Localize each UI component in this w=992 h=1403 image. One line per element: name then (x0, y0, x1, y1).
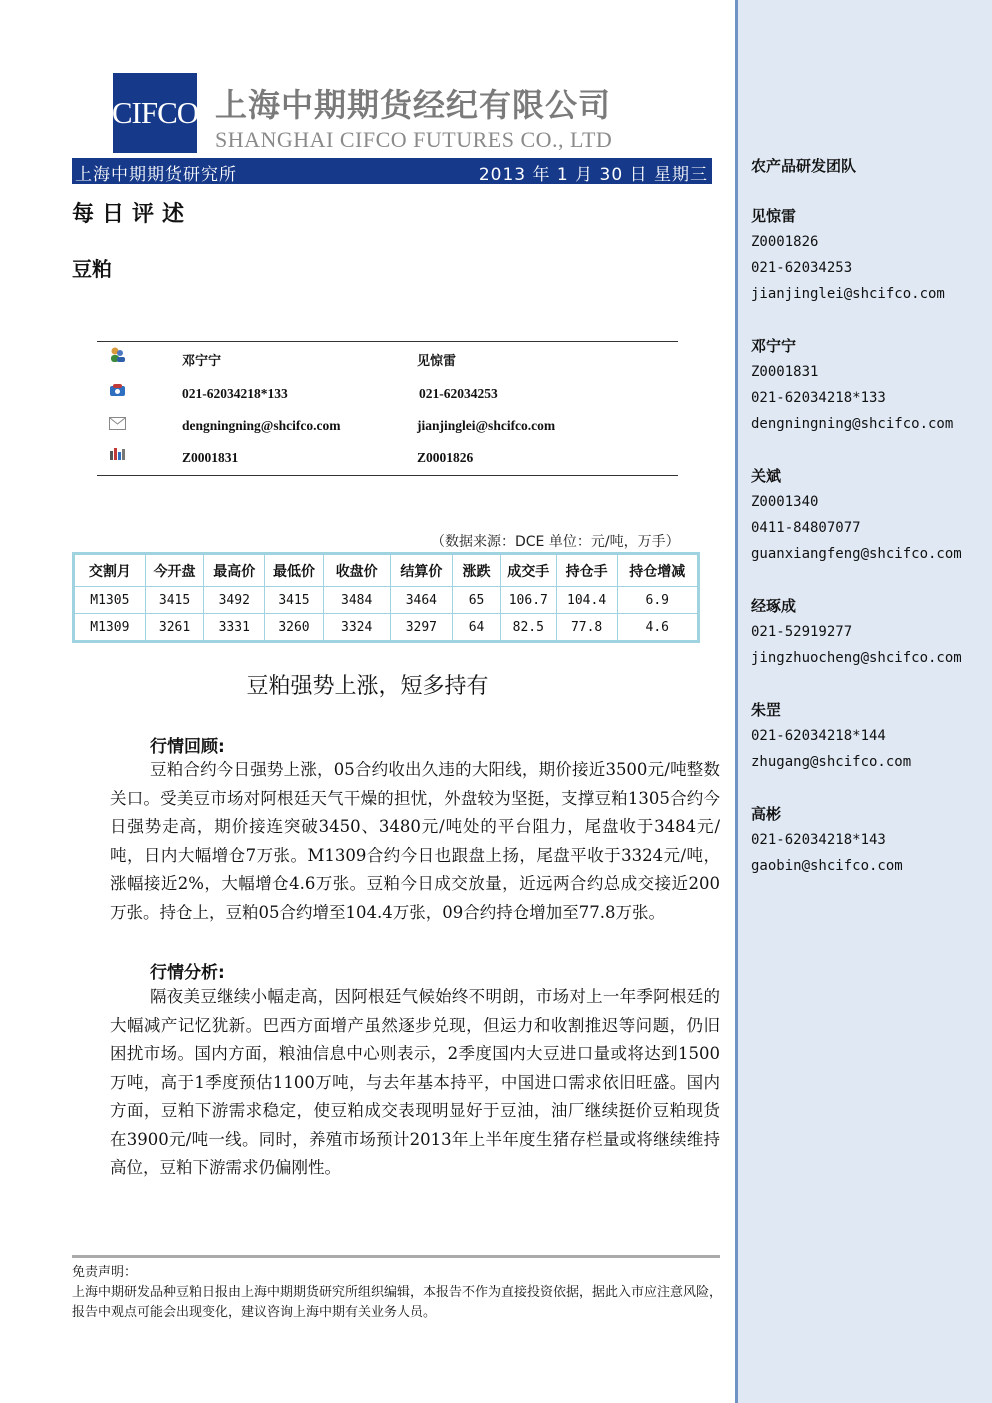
member-name: 高彬 (751, 805, 782, 823)
table-cell: 65 (453, 587, 501, 614)
col-header: 涨跌 (453, 554, 501, 587)
disclaimer (72, 1263, 722, 1323)
analyst2-name: 见惊雷 (417, 354, 457, 369)
member-phone: 021-62034218*144 (751, 728, 886, 744)
article-title: 豆粕强势上涨，短多持有 (246, 674, 489, 699)
report-date: 2013 年 1 月 30 日 星期三 (478, 165, 708, 185)
analysis-paragraph: 隔夜美豆继续小幅走高，因阿根廷气候始终不明朗，市场对上一年季阿根廷的大幅减产记忆犹新。巴西方面增产虽然逐步兑现，但运力和收割推迟等问题，仍旧困扰市场。国内方面，粮油信息中心则表示，2季度国内大豆进口量或将达到1500万吨，高于1季度预估1100万吨，与去年基本持平，中国进口需求依旧旺盛。国内方面，豆粕下游需求稳定，使豆粕成交表现明显好于豆油，油厂继续挺价豆粕现货在3900元/吨一线。同时，养殖市场预计2013年上半年度生猪存栏量或将继续维持高位，豆粕下游需求仍偏刚性。 (110, 987, 720, 1177)
analyst2-email[interactable]: jianjinglei@shcifco.com (417, 418, 556, 433)
data-source-note: （数据来源：DCE 单位：元/吨，万手） (431, 534, 680, 550)
table-cell: 3484 (323, 587, 390, 614)
table-cell: 3492 (204, 587, 265, 614)
table-cell: 6.9 (617, 587, 699, 614)
col-header: 今开盘 (145, 554, 204, 587)
table-cell: 3260 (265, 614, 324, 642)
institute-name: 上海中期期货研究所 (75, 165, 237, 185)
table-cell: 82.5 (500, 614, 556, 642)
mail-icon (109, 415, 126, 430)
team-member (751, 801, 903, 879)
table-cell: 3415 (265, 587, 324, 614)
col-header: 最低价 (265, 554, 324, 587)
company-name-cn: 上海中期期货经纪有限公司 (215, 86, 612, 124)
analyst2-phone: 021-62034253 (419, 386, 498, 401)
table-cell: 106.7 (500, 587, 556, 614)
member-license: Z0001831 (751, 364, 819, 380)
member-phone: 021-62034218*143 (751, 832, 886, 848)
header-bar (72, 158, 712, 184)
team-member (751, 697, 911, 775)
member-license: Z0001340 (751, 494, 819, 510)
col-header: 结算价 (390, 554, 453, 587)
company-name-en: SHANGHAI CIFCO FUTURES CO., LTD (215, 127, 613, 152)
review-paragraph: 豆粕合约今日强势上涨，05合约收出久违的大阳线，期价接近3500元/吨整数关口。受美豆市场对阿根廷天气干燥的担忧，外盘较为坚挺，支撑豆粕1305合约今日强势走高，期价接连突破3450、3480元/吨处的平台阻力，尾盘收于3484元/吨，日内大幅增仓7万张。M1309合约今日也跟盘上扬，尾盘平收于3324元/吨，涨幅接近2%，大幅增仓4.6万张。豆粕今日成交放量，近远两合约总成交接近200万张。持仓上，豆粕05合约增至104.4万张，09合约持仓增加至77.8万张。 (110, 760, 720, 922)
team-member (751, 463, 962, 567)
disclaimer-divider (72, 1255, 720, 1258)
table-cell: 77.8 (556, 614, 617, 642)
table-row (74, 614, 699, 642)
table-row (74, 587, 699, 614)
team-member (751, 593, 962, 671)
research-team-sidebar (735, 0, 992, 1403)
table-cell: 3331 (204, 614, 265, 642)
member-name: 关斌 (751, 467, 782, 485)
member-email[interactable]: zhugang@shcifco.com (751, 754, 912, 770)
table-cell: M1305 (74, 587, 146, 614)
member-phone: 0411-84807077 (751, 520, 861, 536)
table-header-row (74, 554, 699, 587)
member-email[interactable]: guanxiangfeng@shcifco.com (751, 546, 962, 562)
table-cell: 64 (453, 614, 501, 642)
member-name: 邓宁宁 (751, 337, 797, 355)
member-phone: 021-62034253 (751, 260, 853, 276)
team-title: 农产品研发团队 (751, 157, 857, 175)
disclaimer-title: 免责声明： (72, 1265, 138, 1280)
col-header: 成交手 (500, 554, 556, 587)
member-phone: 021-52919277 (751, 624, 853, 640)
table-cell: 4.6 (617, 614, 699, 642)
disclaimer-text: 上海中期研发品种豆粕日报由上海中期期货研究所组织编辑，本报告不作为直接投资依据，据此入市应注意风险，报告中观点可能会出现变化，建议咨询上海中期有关业务人员。 (72, 1285, 723, 1320)
analyst-contacts (97, 341, 678, 476)
col-header: 持仓增减 (617, 554, 699, 587)
member-license: Z0001826 (751, 234, 819, 250)
people-icon (109, 346, 126, 361)
section-heading-analysis: 行情分析: (150, 963, 225, 983)
analyst1-license: Z0001831 (182, 450, 239, 465)
col-header: 交割月 (74, 554, 146, 587)
company-logo-mark: CIFCO (113, 73, 197, 153)
analyst2-license: Z0001826 (417, 450, 474, 465)
analyst1-name: 邓宁宁 (182, 354, 222, 369)
phone-icon (109, 383, 126, 398)
member-email[interactable]: jianjinglei@shcifco.com (751, 286, 945, 302)
team-member (751, 333, 953, 437)
doc-type-title: 每日评述 (72, 202, 193, 227)
table-cell: 3297 (390, 614, 453, 642)
member-email[interactable]: jingzhuocheng@shcifco.com (751, 650, 962, 666)
col-header: 收盘价 (323, 554, 390, 587)
member-phone: 021-62034218*133 (751, 390, 886, 406)
member-name: 见惊雷 (751, 207, 797, 225)
analyst1-phone: 021-62034218*133 (182, 386, 288, 401)
table-cell: 3324 (323, 614, 390, 642)
table-cell: 104.4 (556, 587, 617, 614)
member-email[interactable]: dengningning@shcifco.com (751, 416, 954, 432)
col-header: 最高价 (204, 554, 265, 587)
table-cell: 3261 (145, 614, 204, 642)
price-table (72, 552, 700, 643)
license-icon (109, 446, 126, 461)
member-name: 经琢成 (751, 597, 797, 615)
member-email[interactable]: gaobin@shcifco.com (751, 858, 903, 874)
analyst1-email[interactable]: dengningning@shcifco.com (182, 418, 341, 433)
table-cell: 3415 (145, 587, 204, 614)
table-cell: M1309 (74, 614, 146, 642)
section-heading-review: 行情回顾: (150, 737, 225, 757)
commodity-title: 豆粕 (72, 257, 112, 281)
col-header: 持仓手 (556, 554, 617, 587)
table-cell: 3464 (390, 587, 453, 614)
team-member (751, 203, 945, 307)
member-name: 朱罡 (751, 701, 782, 719)
